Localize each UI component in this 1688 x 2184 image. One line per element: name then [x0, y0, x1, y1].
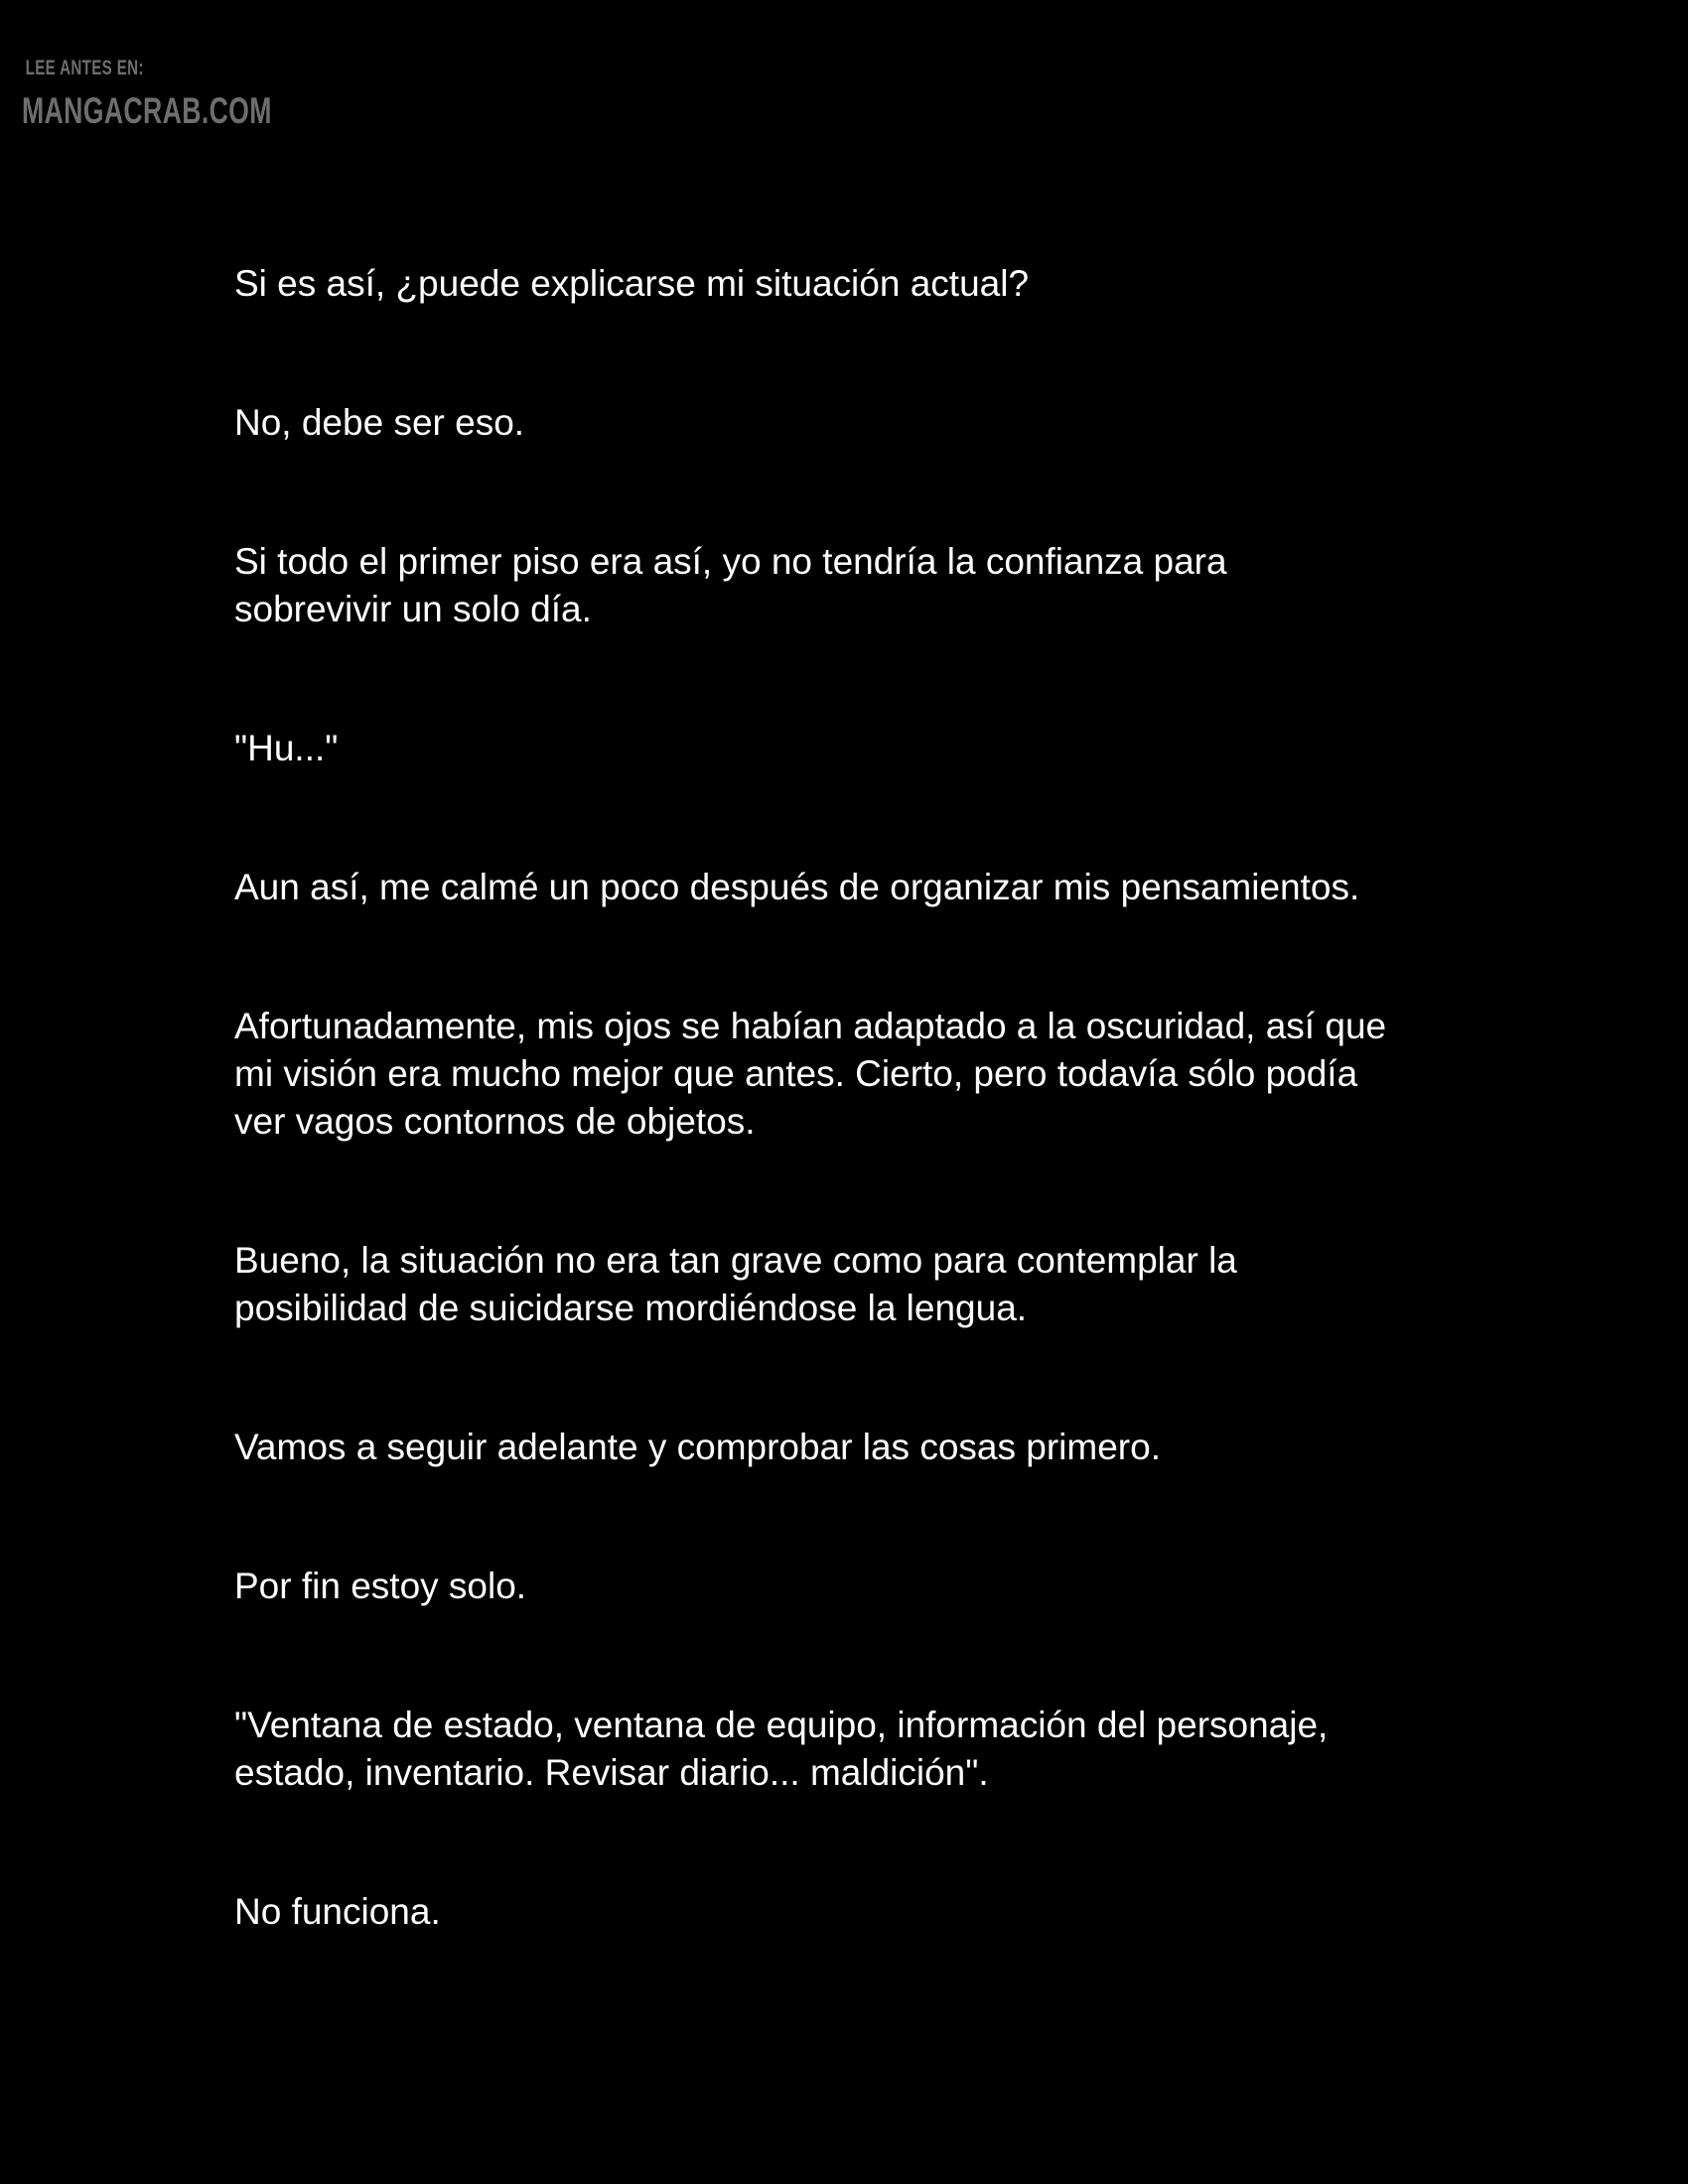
paragraph: Bueno, la situación no era tan grave como para contemplar la posibilidad de suicidarse mordiéndose la lengua.	[234, 1240, 1237, 1328]
paragraph: Vamos a seguir adelante y comprobar las cosas primero.	[234, 1427, 1161, 1467]
paragraph: No, debe ser eso.	[234, 402, 525, 443]
paragraph: "Hu..."	[234, 728, 339, 768]
text-body	[234, 260, 1466, 2027]
watermark	[22, 58, 272, 129]
paragraph: Si es así, ¿puede explicarse mi situación actual?	[234, 263, 1030, 304]
paragraph: No funciona.	[234, 1891, 441, 1932]
paragraph: "Ventana de estado, ventana de equipo, información del personaje, estado, inventario. Revisar diario... maldición".	[234, 1705, 1329, 1793]
watermark-read-first-label: LEE ANTES EN:	[25, 57, 144, 79]
watermark-site-name: MANGACRAB.COM	[22, 90, 272, 131]
paragraph: Si todo el primer piso era así, yo no tendría la confianza para sobrevivir un solo día.	[234, 541, 1227, 629]
paragraph: Aun así, me calmé un poco después de organizar mis pensamientos.	[234, 867, 1360, 907]
paragraph: Por fin estoy solo.	[234, 1566, 527, 1606]
paragraph: Afortunadamente, mis ojos se habían adaptado a la oscuridad, así que mi visión era mucho mejor que antes. Cierto, pero todavía sólo podía ver vagos contornos de objetos.	[234, 1006, 1387, 1142]
